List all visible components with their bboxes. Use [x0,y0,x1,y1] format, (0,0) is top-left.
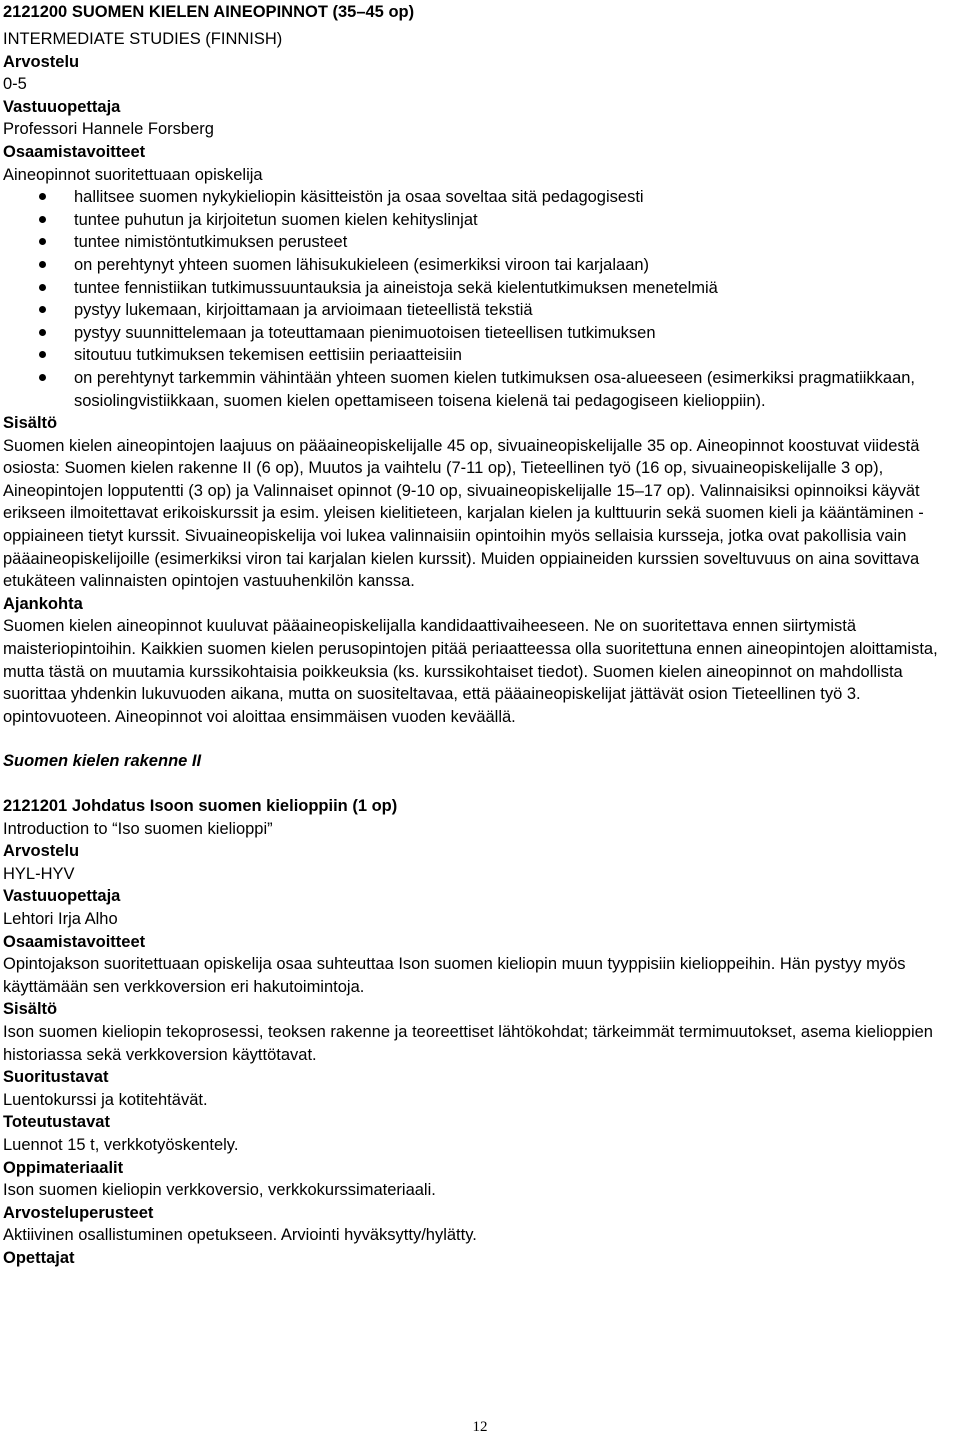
course-title: 2121201 Johdatus Isoon suomen kielioppiin (1 op) [3,797,398,815]
list-item [3,344,957,367]
list-item-text: pystyy lukemaan, kirjoittamaan ja arvioimaan tieteellistä tekstiä [74,301,533,320]
list-item-text: on perehtynyt yhteen suomen lähisukukieleen (esimerkiksi viroon tai karjalaan) [74,255,650,274]
bullet-icon [39,284,46,291]
bullet-icon [39,261,46,268]
document-page [3,0,957,1269]
bullet-icon [39,351,46,358]
arvostelu-value: HYL-HYV [3,864,75,883]
course-subtitle: Introduction to “Iso suomen kielioppi” [3,819,273,838]
list-item-text: hallitsee suomen nykykieliopin käsitteistön ja osaa soveltaa sitä pedagogisesti [74,188,644,207]
oppimateriaalit-value: Ison suomen kieliopin verkkoversio, verkkokurssimateriaali. [3,1181,436,1200]
bullet-icon [39,329,46,336]
suoritustavat-heading: Suoritustavat [3,1068,109,1087]
list-item-text: on perehtynyt tarkemmin vähintään yhteen suomen kielen tutkimuksen osa-alueeseen (esimerkiksi pragmatiikkaan, sosiolingvistiikkaan, suomen kielen opettamiseen toisena kielenä tai pedagogiseen kielioppiin). [74,368,916,410]
list-item [3,209,957,232]
course-module-title: 2121200 SUOMEN KIELEN AINEOPINNOT (35–45 op) [3,3,415,21]
bullet-icon [39,306,46,313]
osaamistavoitteet-heading: Osaamistavoitteet [3,142,146,161]
vastuuopettaja-value: Professori Hannele Forsberg [3,120,214,139]
ajankohta-heading: Ajankohta [3,594,83,613]
arvosteluperusteet-value: Aktiivinen osallistuminen opetukseen. Arviointi hyväksytty/hylätty. [3,1226,477,1245]
oppimateriaalit-heading: Oppimateriaalit [3,1158,124,1177]
osaamistavoitteet-heading: Osaamistavoitteet [3,932,146,951]
opettajat-heading: Opettajat [3,1248,75,1267]
list-item-text: pystyy suunnittelemaan ja toteuttamaan pienimuotoisen tieteellisen tutkimuksen [74,323,656,342]
toteutustavat-value: Luennot 15 t, verkkotyöskentely. [3,1135,239,1154]
osaamistavoitteet-intro: Aineopinnot suoritettuaan opiskelija [3,165,263,184]
sisalto-text: Ison suomen kieliopin tekoprosessi, teoksen rakenne ja teoreettiset lähtökohdat; tärkeimmät termimuutokset, asema kielioppien historiassa sekä verkkoversion käyttötavat. [3,1022,933,1064]
list-item [3,186,957,209]
bullet-icon [39,374,46,381]
vastuuopettaja-heading: Vastuuopettaja [3,97,121,116]
sisalto-heading: Sisältö [3,414,58,433]
list-item [3,367,957,412]
toteutustavat-heading: Toteutustavat [3,1113,110,1132]
arvostelu-value: 0-5 [3,75,27,94]
list-item-text: tuntee nimistöntutkimuksen perusteet [74,233,348,252]
vastuuopettaja-value: Lehtori Irja Alho [3,909,118,928]
arvostelu-heading: Arvostelu [3,52,80,71]
osaamistavoitteet-text: Opintojakson suoritettuaan opiskelija osaa suhteuttaa Ison suomen kieliopin muun tyyppisiin kielioppeihin. Hän pystyy myös käyttämään sen verkkoversion eri hakutoimintoja. [3,955,906,996]
learning-outcomes-list [3,186,957,412]
list-item-text: tuntee fennistiikan tutkimussuuntauksia ja aineistoja sekä kielentutkimuksen menetelmiä [74,278,718,297]
arvosteluperusteet-heading: Arvosteluperusteet [3,1203,154,1222]
arvostelu-heading: Arvostelu [3,842,80,861]
sisalto-text: Suomen kielen aineopintojen laajuus on pääaineopiskelijalle 45 op, sivuaineopiskelijalle 35 op. Aineopinnot koostuvat viidestä osiosta: Suomen kielen rakenne II (6 op), Muutos ja vaihtelu (7-11 op), Tieteellinen työ (16 op, sivuaineopiskelijalle 3 op), Aineopintojen lopputentti (3 op) ja Valinnaiset opinnot (9-10 op, sivuaineopiskelijalle 15–17 op). Valinnaisiksi opinnoiksi käyvät erikseen ilmoitettavat erikoiskurssit ja esim. yleisen kielitieteen, karjalan kielen ja kulttuurin sekä suomen kieli ja kääntäminen -oppiaineen tietyt kurssit. Sivuaineopiskelija voi lukea valinnaisiin opintoihin myös sellaisia kursseja, jotka ovat pakollisia vain pääaineopiskelijoille (esimerkiksi viron tai karjalan kielen kurssit). Muiden oppiaineiden kurssien soveltuvuus on aina sovittava etukäteen valinnaisten opintojen vastuuhenkilön kanssa. [3,436,924,591]
list-item [3,277,957,300]
sisalto-heading: Sisältö [3,1000,58,1019]
list-item [3,322,957,345]
list-item-text: sitoutuu tutkimuksen tekemisen eettisiin periaatteisiin [74,346,462,365]
bullet-icon [39,238,46,245]
page-number: 12 [472,1419,488,1435]
list-item-text: tuntee puhutun ja kirjoitetun suomen kielen kehityslinjat [74,210,478,229]
course-module-subtitle: INTERMEDIATE STUDIES (FINNISH) [3,30,283,48]
list-item [3,254,957,277]
list-item [3,299,957,322]
bullet-icon [39,193,46,200]
bullet-icon [39,216,46,223]
vastuuopettaja-heading: Vastuuopettaja [3,887,121,906]
suoritustavat-value: Luentokurssi ja kotitehtävät. [3,1090,208,1109]
list-item [3,231,957,254]
ajankohta-text: Suomen kielen aineopinnot kuuluvat pääaineopiskelijalla kandidaattivaiheeseen. Ne on suoritettava ennen siirtymistä maisteriopintoihin. Kaikkien suomen kielen perusopintojen pitää periaatteessa olla suoritettuna ennen aineopintojen aloittamista, mutta tästä on muutamia kurssikohtaisia poikkeuksia (ks. kurssikohtaiset tiedot). Suomen kielen aineopinnot on mahdollista suorittaa yhdenkin lukuvuoden aikana, mutta on suositeltavaa, että pääaineopiskelijat jättävät osion Tieteellinen työ 3. opintovuoteen. Aineopinnot voi aloittaa ensimmäisen vuoden keväällä. [3,617,938,726]
section-heading: Suomen kielen rakenne II [3,752,202,771]
